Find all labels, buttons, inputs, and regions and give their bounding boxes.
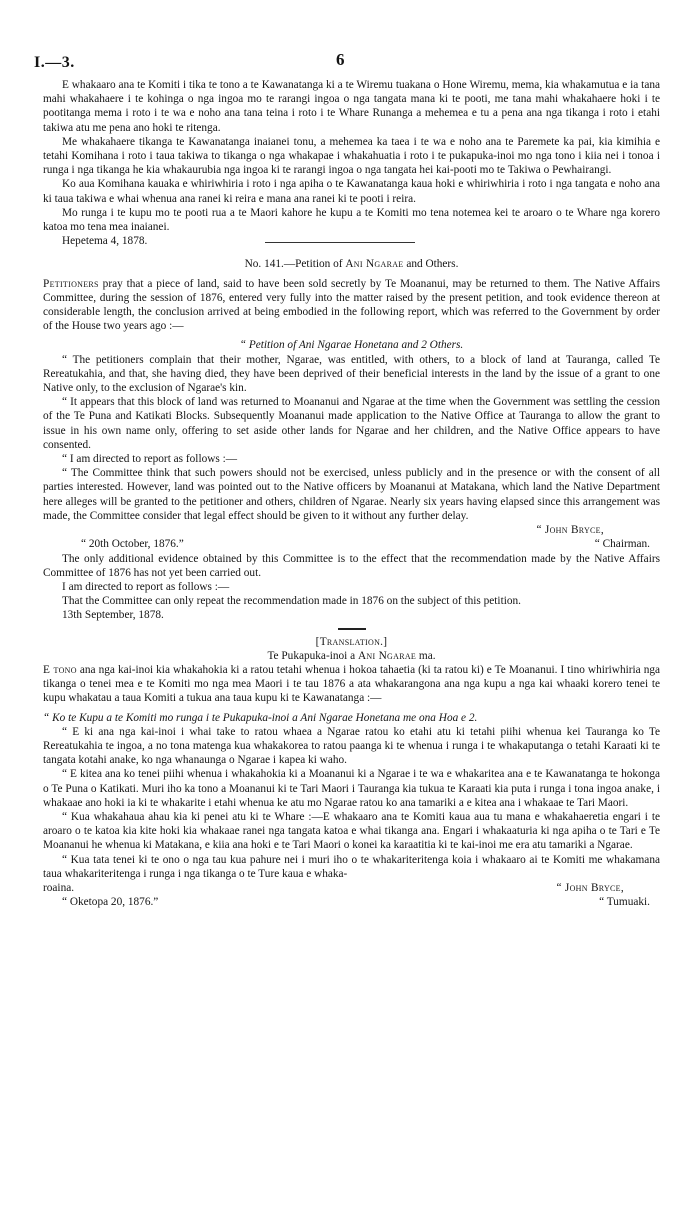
translation-intro [43, 663, 660, 706]
followup-paragraph: That the Committee can only repeat the recommendation made in 1876 on the subject of this petition. [62, 595, 521, 608]
translation-heading-tail: ma. [418, 649, 436, 662]
petition-heading-text: No. 141.—Petition of [244, 258, 343, 271]
translation-heading [43, 649, 660, 663]
petition-intro-text: pray that a piece of land, said to have been sold secretly by Te Moananui, may be returned to them. The Native Affairs Committee, during the session of 1876, entered very fully into the matter raised by the present petition, and took evidence thereon at considerable length, the conclusion arrived at being embodied in the following report, which was referred to the Government by order of the House two years ago :— [43, 277, 660, 333]
petition-heading [43, 257, 660, 271]
lead-word: Petitioners [43, 277, 99, 290]
report-date: Hepetema 4, 1878. [62, 235, 148, 248]
quoted-paragraph: “ The petitioners complain that their mother, Ngarae, was entitled, with others, to a block of land at Tauranga, called Te Rereatukahia, and that, she having died, they have been deprived of their beneficial interests in the land by the issue of a grant to one Native only, to the exclusion of Ngarae's kin. [43, 353, 660, 395]
date-line [43, 234, 660, 248]
petitioner-name: Ani Ngarae [345, 258, 404, 271]
signatory: “ John Bryce, [536, 524, 604, 537]
signature-line [43, 537, 660, 551]
signatory-role: “ Chairman. [594, 538, 650, 551]
translation-signatory: “ John Bryce, [556, 881, 624, 894]
quoted-paragraph: “ The Committee think that such powers should not be exercised, unless publicly and in the presence or with the consent of all parties interested. However, land was pointed out to the Native officers by Moananui at Matakana, which land the Native Department here alleges will be granted to the petitioner and others, children of Ngarae. Nearly six years having elapsed since this arrangement was made, the Committee consider that legal effect should be given to it without any further delay. [43, 467, 660, 522]
translation-signature-line [43, 881, 660, 895]
translation-quoted-title: “ Ko te Kupu a te Komiti mo runga i te Pukapuka-inoi a Ani Ngarae Honetana me ona Hoa e 2. [43, 711, 478, 724]
quoted-title: “ Petition of Ani Ngarae Honetana and 2 Others. [239, 339, 464, 352]
translation-paragraph: “ Kua whakahaua ahau kia ki penei atu ki te Whare :—E whakaaro ana te Komiti kaua aua tu mana e whakahaeretia engari i te aroaro o te katoa kia kite hoki kia whakaae ranei nga tangata katoa e whai tikanga ana. Engari i whakaaturia ki nga apiha o te Tari e Te Moananui he whenua ki Matakana, e kiia ana hoki e te Tari Maori o konei ka karaatitia ki te kai-inoi me era atu tamariki a Ngarae. [43, 810, 660, 852]
petition-intro [43, 277, 660, 334]
translation-paragraph: “ E kitea ana ko tenei piihi whenua i whakahokia ki a Moananui ki a Ngarae i te wa e whakaritea ana e te Kawanatanga te hokonga o Te Puna o Katikati. Muri iho ka tono a Moananui ki te Tari Maori i Tauranga kia tukua te Karaati kia puta i runga i tona ingoa anake, i whakaae ano hoki ia ki te whakarite i etahi whenua ke atu mo Ngarae ratou ko ana tamariki a e kitea ana i whakaae te Tari Maori. [43, 768, 660, 809]
translation-petitioner: Ani Ngarae [357, 649, 417, 662]
translation-signed-date: “ Oketopa 20, 1876.” [62, 896, 159, 909]
quoted-paragraph: “ It appears that this block of land was returned to Moananui and Ngarae at the time when the Government was settling the cession of the Te Puna and Katikati Blocks. Subsequently Moananui made application to the Native Office at Tauranga to allow the grant to issue in his own name only, offering to set aside other lands for Ngarae and her children, and the Native Office appears to have consented. [43, 396, 660, 451]
followup-paragraph: I am directed to report as follows :— [62, 580, 230, 593]
quoted-paragraph: “ I am directed to report as follows :— [62, 453, 238, 466]
signed-date: “ 20th October, 1876.” [81, 538, 184, 551]
translation-label [43, 635, 660, 649]
section-divider [265, 242, 415, 243]
report-paragraph: Ko aua Komihana kauaka e whiriwhiria i roto i nga apiha o te Kawanatanga kaua hoki e whiriwhiria i roto i nga tangata e noho ana ki taua takiwa e whai whenua ana ranei ki reira e mana ana ranei ki te pooti i reira. [43, 178, 660, 205]
page-body [43, 78, 660, 909]
translation-date-line [43, 895, 660, 909]
report-date: 13th September, 1878. [62, 609, 164, 622]
followup-paragraph: The only additional evidence obtained by this Committee is to the effect that the recommendation made by the Native Affairs Committee of 1876 has not yet been carried out. [43, 552, 660, 579]
translation-paragraph: “ Kua tata tenei ki te ono o nga tau kua pahure nei i muri iho o te whakariteritenga koia i whakaaro ai te Komiti me whakamana taua whakariteritenga i runga i nga tikanga o te Ture kaua e whaka- [43, 853, 660, 880]
report-paragraph: Me whakahaere tikanga te Kawanatanga inaianei tonu, a mehemea ka taea i te wa e noho ana te Paremete ka pai, kia kimihia e tetahi Komihana i roto i taua takiwa to tikanga o nga whakapae i whakahuatia i roto i te pukapuka-inoi mo nga tono i kiia nei i tonoa i runga i nga tikanga he kia whakaurubia nga ingoa ki te rarangi ingoa o nga tangata hei kai-pooti mo te Takiwa o Pewhairangi. [43, 135, 660, 177]
report-paragraph: E whakaaro ana te Komiti i tika te tono a te Kawanatanga ki a te Wiremu tuakana o Hone Wiremu, mema, kia whakamutua e ia tana mahi whakahaere i te kohinga o nga ingoa mo te rarangi ingoa o nga tangata mana ki te pooti, me tana mahi whakahaere hoki i te pootitanga mema i roto i te wa e noho ana tana teina i roto i te Whare Runanga a mehemea e tu a pena ana nga tikanga i roto i etahi takiwa atu me pena ano hoki te ritenga. [43, 79, 660, 134]
translation-intro-text: ana nga kai-inoi kia whakahokia ki a ratou tetahi whenua i hokoa tahaetia (ki ta ratou ki) e Te Moananui. I tino whiriwhiria nga tikanga o tenei mea e te Komiti mo nga mea Maori i te tau 1876 a ata whakarangona ana nga kupu a nga kai whaaki korero tenei te kupu whakatau a taua Komiti a tukua ana taua kupu ki te Kawanatanga :— [43, 663, 661, 705]
translation-paragraph: “ E ki ana nga kai-inoi i whai take to ratou whaea a Ngarae ratou ko etahi atu ki tetahi piihi whenua kei Tauranga ko Te Rereatukahia te ingoa, a no tona matenga kua whakakorea to ratou paanga ki te whenua i runga i te whakaputanga o tetahi Karaati ki te tangata kotahi anake, ko nga whanaunga o Ngarae i kapea ki waho. [43, 725, 660, 767]
translation-lead-word: E tono [43, 663, 77, 676]
document-reference: I.—3. [34, 54, 75, 71]
petition-heading-tail: and Others. [406, 258, 459, 271]
page-number: 6 [336, 50, 345, 69]
report-paragraph: Mo runga i te kupu mo te pooti rua a te Maori kahore he kupu a te Komiti mo tena notemea kei te aroaro o te Whare nga korero katoa mo tena mea inaianei. [43, 206, 660, 234]
translation-last-word: roaina. [43, 881, 75, 894]
translation-heading-text: Te Pukapuka-inoi a [267, 649, 356, 662]
translation-label-text: [Translation.] [315, 635, 388, 648]
translation-signatory-role: “ Tumuaki. [599, 896, 650, 909]
